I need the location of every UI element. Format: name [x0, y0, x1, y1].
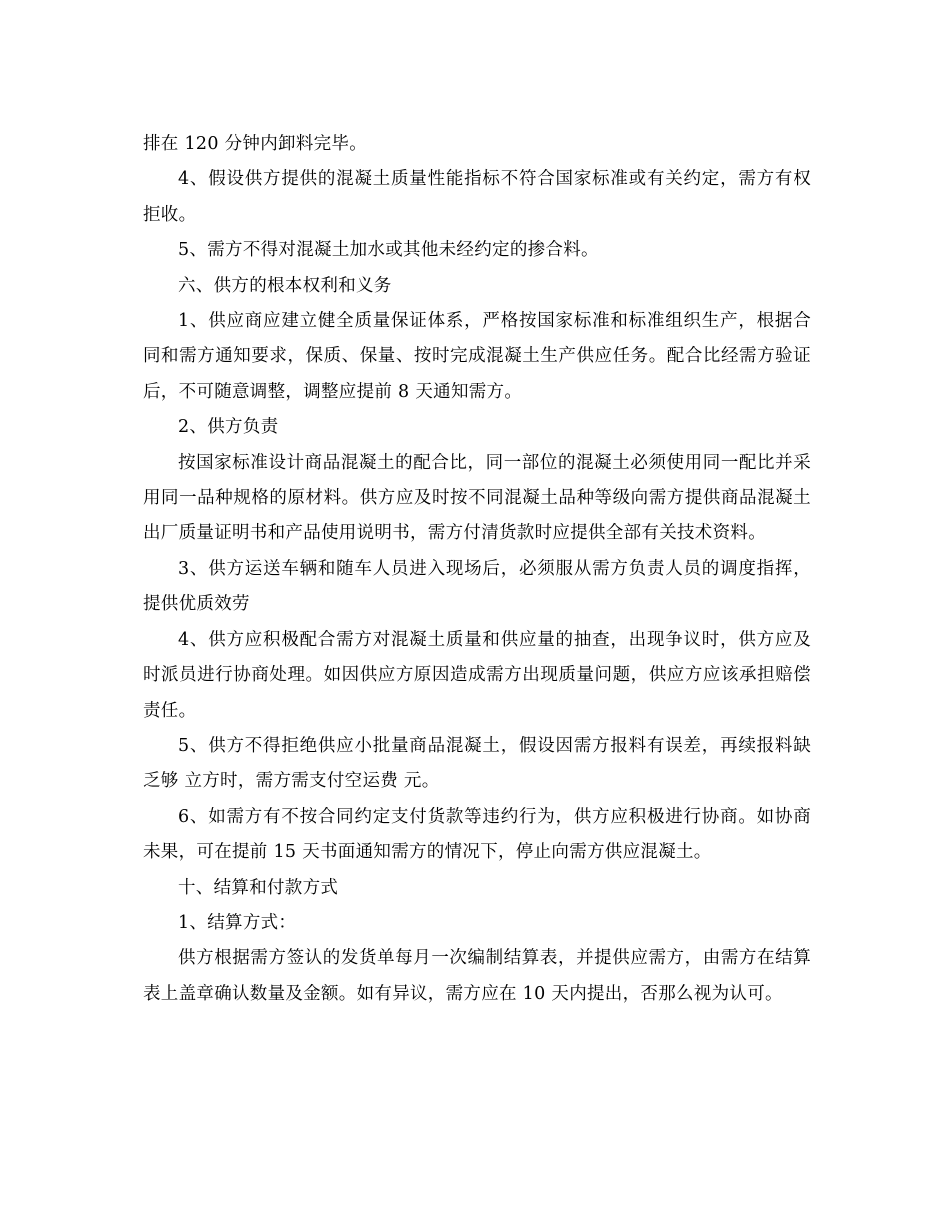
paragraph-supplier-responsible: 2、供方负责: [178, 417, 279, 438]
section-heading-settlement: 十、结算和付款方式: [178, 877, 339, 898]
paragraph-mix-design: 按国家标准设计商品混凝土的配合比，同一部位的混凝土必须使用同一配比并采用同一品种规格的原材料。供方应及时按不同混凝土品种等级向需方提供商品混凝土出厂质量证明书和产品使用说明书，需方付清货款时应提供全部有关技术资料。: [143, 452, 811, 544]
paragraph-unload-time: 排在 120 分钟内卸料完毕。: [143, 134, 368, 154]
paragraph-inspection: 4、供方应积极配合需方对混凝土质量和供应量的抽查，出现争议时，供方应及时派员进行协商处理。如因供应方原因造成需方出现质量问题，供应方应该承担赔偿责任。: [143, 629, 811, 721]
paragraph-reject-right: 4、假设供方提供的混凝土质量性能指标不符合国家标准或有关约定，需方有权拒收。: [143, 169, 811, 225]
paragraph-quality-system: 1、供应商应建立健全质量保证体系，严格按国家标准和标准组织生产，根据合同和需方通知要求，保质、保量、按时完成混凝土生产供应任务。配合比经需方验证后，不可随意调整，调整应提前 8 天通知需方。: [143, 311, 811, 402]
document-body: [143, 127, 811, 1012]
paragraph-breach: 6、如需方有不按合同约定支付货款等违约行为，供方应积极进行协商。如协商未果，可在提前 15 天书面通知需方的情况下，停止向需方供应混凝土。: [143, 806, 811, 863]
section-heading-supplier-rights: 六、供方的根本权利和义务: [178, 275, 392, 296]
paragraph-small-batch: 5、供方不得拒绝供应小批量商品混凝土，假设因需方报料有误差，再续报料缺乏够 立方时，需方需支付空运费 元。: [143, 735, 811, 792]
paragraph-settlement-details: 供方根据需方签认的发货单每月一次编制结算表，并提供应需方，由需方在结算表上盖章确认数量及金额。如有异议，需方应在 10 天内提出，否那么视为认可。: [143, 948, 811, 1004]
paragraph-no-water: 5、需方不得对混凝土加水或其他未经约定的掺合料。: [178, 240, 599, 261]
paragraph-vehicles: 3、供方运送车辆和随车人员进入现场后，必须服从需方负责人员的调度指挥，提供优质效劳: [143, 558, 811, 615]
paragraph-settlement-method: 1、结算方式：: [178, 912, 297, 933]
